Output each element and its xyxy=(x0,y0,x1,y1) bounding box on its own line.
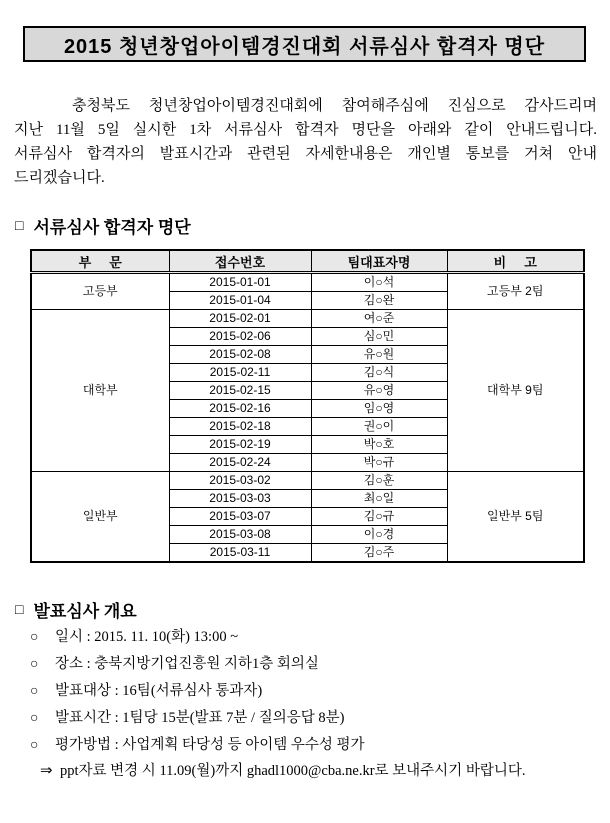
category-cell: 고등부 xyxy=(31,273,169,310)
table-row xyxy=(31,310,584,328)
name-cell: 이○경 xyxy=(311,526,447,544)
receipt-cell: 2015-03-07 xyxy=(169,508,311,526)
receipt-cell: 2015-02-15 xyxy=(169,382,311,400)
circle-bullet-icon: ○ xyxy=(30,657,39,672)
square-bullet-icon: □ xyxy=(15,600,24,617)
receipt-cell: 2015-03-11 xyxy=(169,544,311,563)
receipt-cell: 2015-03-03 xyxy=(169,490,311,508)
page-title: 2015 청년창업아이템경진대회 서류심사 합격자 명단 xyxy=(63,35,546,58)
name-cell: 박○규 xyxy=(311,454,447,472)
intro-line: 드리겠습니다. xyxy=(14,170,105,186)
square-bullet-icon: □ xyxy=(15,216,24,233)
receipt-cell: 2015-02-06 xyxy=(169,328,311,346)
table-row xyxy=(31,472,584,490)
table-header-row xyxy=(31,250,584,273)
name-cell: 박○호 xyxy=(311,436,447,454)
double-arrow-icon: ⇒ xyxy=(40,763,53,779)
circle-bullet-icon: ○ xyxy=(30,630,39,645)
note-text: ppt자료 변경 시 11.09(월)까지 ghadl1000@cba.ne.kr로 보내주시기 바랍니다. xyxy=(60,763,526,779)
name-cell: 김○훈 xyxy=(311,472,447,490)
name-cell: 김○식 xyxy=(311,364,447,382)
list-item xyxy=(30,651,600,678)
name-cell: 유○원 xyxy=(311,346,447,364)
name-cell: 권○이 xyxy=(311,418,447,436)
name-cell: 최○일 xyxy=(311,490,447,508)
receipt-cell: 2015-03-08 xyxy=(169,526,311,544)
receipt-cell: 2015-01-01 xyxy=(169,273,311,292)
results-table xyxy=(30,249,585,563)
circle-bullet-icon: ○ xyxy=(30,684,39,699)
name-cell: 이○석 xyxy=(311,273,447,292)
col-header-note: 비 고 xyxy=(447,250,584,273)
overview-section-title: 발표심사 개요 xyxy=(33,602,137,621)
table-row xyxy=(31,273,584,292)
intro-line: 충청북도 청년창업아이템경진대회에 참여해주심에 진심으로 감사드리며 xyxy=(72,98,597,114)
list-section-heading xyxy=(15,213,191,238)
receipt-cell: 2015-02-16 xyxy=(169,400,311,418)
name-cell: 심○민 xyxy=(311,328,447,346)
receipt-cell: 2015-02-18 xyxy=(169,418,311,436)
name-cell: 김○규 xyxy=(311,508,447,526)
category-cell: 대학부 xyxy=(31,310,169,472)
overview-section-heading xyxy=(15,597,137,622)
category-cell: 일반부 xyxy=(31,472,169,563)
list-item xyxy=(30,732,600,759)
note-line xyxy=(40,759,600,786)
intro-line: 서류심사 합격자의 발표시간과 관련된 자세한내용은 개인별 통보를 거쳐 안내 xyxy=(14,146,597,162)
list-item-text: 일시 : 2015. 11. 10(화) 13:00 ~ xyxy=(55,629,239,645)
receipt-cell: 2015-02-19 xyxy=(169,436,311,454)
intro-paragraph xyxy=(14,94,597,190)
overview-list xyxy=(30,624,600,786)
intro-line: 지난 11월 5일 실시한 1차 서류심사 합격자 명단을 아래와 같이 안내드립니다. xyxy=(14,122,597,138)
list-item xyxy=(30,678,600,705)
list-section-title: 서류심사 합격자 명단 xyxy=(33,218,191,237)
note-cell: 대학부 9팀 xyxy=(447,310,584,472)
name-cell: 유○영 xyxy=(311,382,447,400)
list-item-text: 발표시간 : 1팀당 15분(발표 7분 / 질의응답 8분) xyxy=(55,710,345,726)
name-cell: 임○영 xyxy=(311,400,447,418)
receipt-cell: 2015-02-24 xyxy=(169,454,311,472)
col-header-category: 부 문 xyxy=(31,250,169,273)
col-header-name: 팀대표자명 xyxy=(311,250,447,273)
receipt-cell: 2015-02-11 xyxy=(169,364,311,382)
list-item xyxy=(30,624,600,651)
note-cell: 일반부 5팀 xyxy=(447,472,584,563)
name-cell: 김○완 xyxy=(311,292,447,310)
name-cell: 여○준 xyxy=(311,310,447,328)
circle-bullet-icon: ○ xyxy=(30,738,39,753)
list-item-text: 발표대상 : 16팀(서류심사 통과자) xyxy=(55,683,263,699)
receipt-cell: 2015-02-08 xyxy=(169,346,311,364)
list-item-text: 평가방법 : 사업계획 타당성 등 아이템 우수성 평가 xyxy=(55,737,365,753)
name-cell: 김○주 xyxy=(311,544,447,563)
receipt-cell: 2015-02-01 xyxy=(169,310,311,328)
list-item xyxy=(30,705,600,732)
col-header-receipt: 접수번호 xyxy=(169,250,311,273)
note-cell: 고등부 2팀 xyxy=(447,273,584,310)
title-banner xyxy=(23,26,586,62)
circle-bullet-icon: ○ xyxy=(30,711,39,726)
receipt-cell: 2015-03-02 xyxy=(169,472,311,490)
receipt-cell: 2015-01-04 xyxy=(169,292,311,310)
list-item-text: 장소 : 충북지방기업진흥원 지하1층 회의실 xyxy=(55,656,319,672)
